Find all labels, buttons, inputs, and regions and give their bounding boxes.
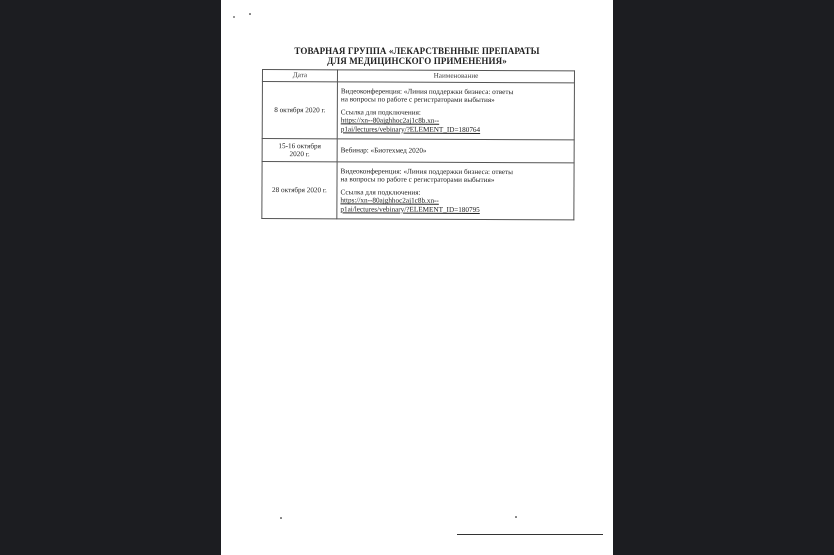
row-date: 8 октября 2020 г.	[262, 82, 337, 139]
scan-speck	[280, 517, 282, 519]
date-line: 2020 г.	[289, 150, 310, 159]
row-date: 28 октября 2020 г.	[262, 162, 337, 219]
connection-link[interactable]: https://xn--80ajghhoc2aj1c8b.xn--	[340, 116, 440, 125]
connection-link[interactable]: p1ai/lectures/vebinary/?ELEMENT_ID=180764	[340, 124, 481, 134]
table-row	[262, 139, 574, 163]
event-title-line: Видеоконференция: «Линия поддержки бизнеса: ответы	[340, 167, 514, 177]
schedule-table	[261, 69, 575, 220]
scan-speck	[249, 13, 251, 15]
event-title-line: на вопросы по работе с регистраторами выбытия»	[340, 95, 495, 105]
document-page	[221, 0, 613, 555]
event-title-line: Видеоконференция: «Линия поддержки бизнеса: ответы	[340, 87, 514, 97]
document-title	[221, 46, 613, 66]
date-line: 15-16 октября	[278, 141, 321, 150]
title-line-1: ТОВАРНАЯ ГРУППА «ЛЕКАРСТВЕННЫЕ ПРЕПАРАТЫ	[294, 46, 540, 56]
header-name: Наименование	[337, 70, 574, 83]
row-description	[337, 82, 574, 140]
scan-edge-line	[457, 534, 603, 535]
title-line-2: ДЛЯ МЕДИЦИНСКОГО ПРИМЕНЕНИЯ»	[327, 56, 507, 66]
row-date	[262, 139, 337, 162]
scan-speck	[233, 16, 235, 18]
scan-speck	[515, 516, 517, 518]
table-row	[262, 162, 574, 220]
connection-link[interactable]: p1ai/lectures/vebinary/?ELEMENT_ID=180795	[340, 204, 480, 214]
header-date: Дата	[262, 70, 337, 82]
row-description	[337, 162, 574, 220]
link-label: Ссылка для подключения:	[340, 188, 421, 197]
event-title-line: Вебинар: «Биотехмед 2020»	[340, 146, 427, 155]
row-description	[337, 139, 574, 163]
connection-link[interactable]: https://xn--80ajghhoc2aj1c8b.xn--	[340, 196, 439, 205]
table-row	[262, 82, 574, 140]
link-label: Ссылка для подключения:	[340, 108, 421, 117]
event-title-line: на вопросы по работе с регистраторами выбытия»	[340, 175, 495, 185]
